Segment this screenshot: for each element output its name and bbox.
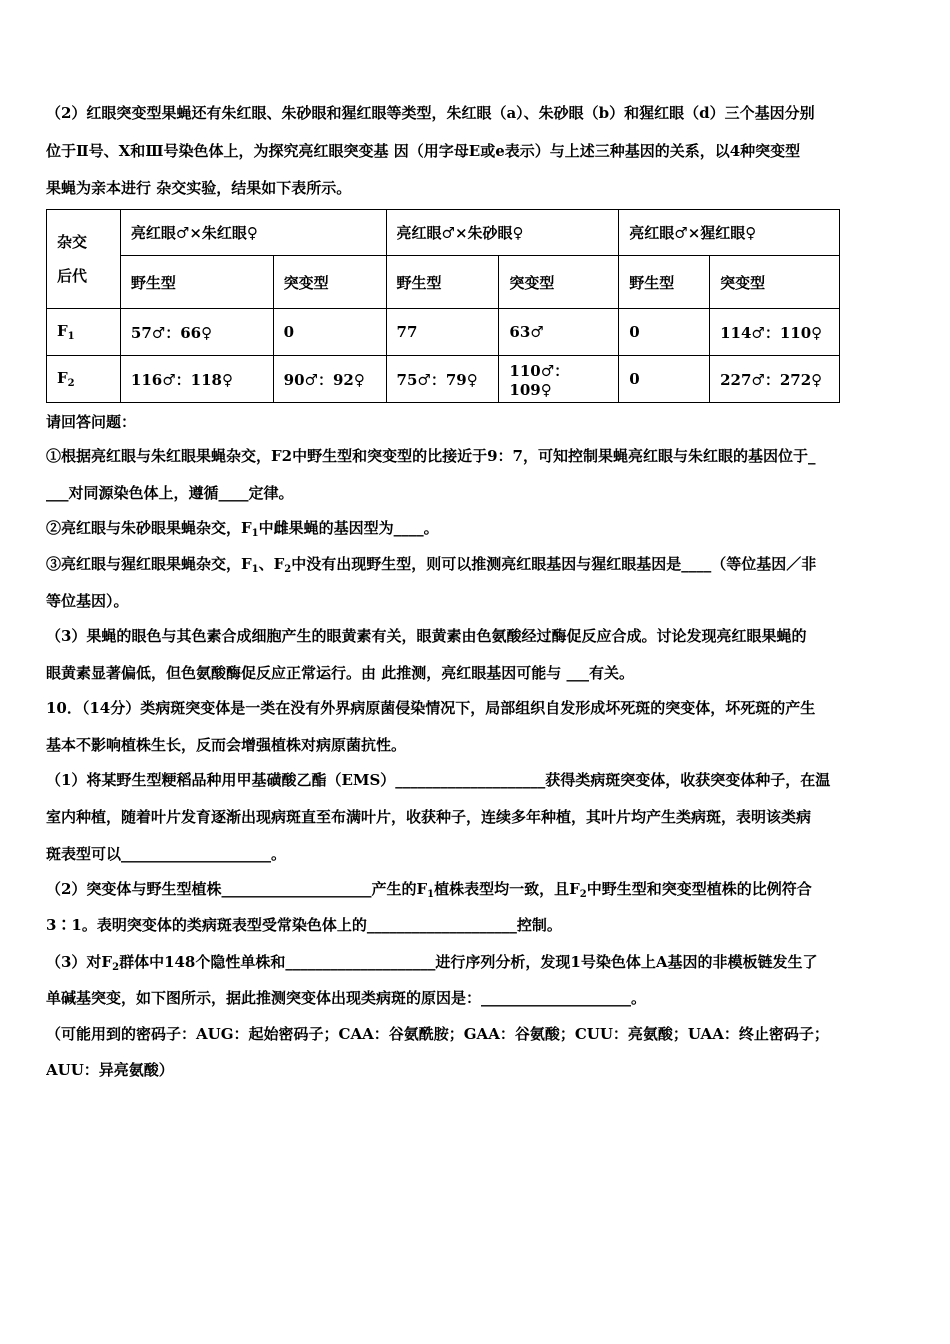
- subheader-cell: 野生型: [120, 256, 273, 309]
- cross-header-2: 亮红眼♂×朱砂眼♀: [386, 210, 619, 256]
- table-cell: 114♂：110♀: [710, 309, 840, 356]
- table-cell: 0: [619, 309, 710, 356]
- table-cell: 0: [273, 309, 386, 356]
- subheader-cell: 突变型: [273, 256, 386, 309]
- row-label-f1: $F_1$: [47, 309, 121, 356]
- codon-list-line1: （可能用到的密码子：AUG：起始密码子；CAA：谷氨酰胺；GAA：谷氨酸；CUU：亮氨酸；UAA：终止密码子；: [46, 1025, 829, 1043]
- question1-line1: ①根据亮红眼与朱红眼果蝇杂交，F2中野生型和突变型的比接近于9：7，可知控制果蝇亮红眼与朱红眼的基因位于_: [46, 447, 816, 465]
- table-corner-cell: [47, 210, 121, 309]
- q10-part1-line1: （1）将某野生型粳稻品种用甲基磺酸乙酯（EMS）____________________获得类病斑突变体，收获突变体种子，在温: [46, 771, 831, 789]
- table-cell: 227♂：272♀: [710, 356, 840, 403]
- q10-intro-line2: 基本不影响植株生长，反而会增强植株对病原菌抗性。: [46, 736, 407, 754]
- table-header-row: [47, 210, 840, 256]
- table-cell: 90♂：92♀: [273, 356, 386, 403]
- question3-line1: ③亮红眼与猩红眼果蝇杂交，$F_1$、$F_2$中没有出现野生型，则可以推测亮红眼基因与猩红眼基因是____（等位基因／非: [46, 555, 817, 575]
- subheader-cell: 突变型: [710, 256, 840, 309]
- part3-line2: 眼黄素显著偏低，但色氨酸酶促反应正常运行。由 此推测，亮红眼基因可能与 ___有关。: [46, 664, 634, 682]
- table-subheader-row: [47, 256, 840, 309]
- q10-part3-line1: （3）对$F_2$群体中148个隐性单株和____________________进行序列分析，发现1号染色体上A基因的非模板链发生了: [46, 953, 818, 973]
- table-cell: 57♂：66♀: [120, 309, 273, 356]
- subheader-cell: 突变型: [499, 256, 619, 309]
- table-cell: 116♂：118♀: [120, 356, 273, 403]
- cross-results-table: [46, 209, 840, 403]
- table-cell: 75♂：79♀: [386, 356, 499, 403]
- q10-intro-line1: 10．（14分）类病斑突变体是一类在没有外界病原菌侵染情况下，局部组织自发形成坏死斑的突变体，坏死斑的产生: [46, 699, 816, 717]
- row-label-f2: $F_2$: [47, 356, 121, 403]
- table-row-f1: [47, 309, 840, 356]
- cross-header-1: 亮红眼♂×朱红眼♀: [120, 210, 386, 256]
- q10-part2-line1: （2）突变体与野生型植株____________________产生的$F_1$植株表型均一致，且$F_2$中野生型和突变型植株的比例符合: [46, 880, 812, 900]
- cross-header-3: 亮红眼♂×猩红眼♀: [619, 210, 840, 256]
- table-cell: 63♂: [499, 309, 619, 356]
- q9-part2-line1: （2）红眼突变型果蝇还有朱红眼、朱砂眼和猩红眼等类型，朱红眼（a）、朱砂眼（b）和猩红眼（d）三个基因分别: [46, 104, 815, 122]
- table-row-f2: [47, 356, 840, 403]
- part3-line1: （3）果蝇的眼色与其色素合成细胞产生的眼黄素有关，眼黄素由色氨酸经过酶促反应合成。讨论发现亮红眼果蝇的: [46, 627, 807, 645]
- subheader-cell: 野生型: [386, 256, 499, 309]
- question2: ②亮红眼与朱砂眼果蝇杂交，$F_1$中雌果蝇的基因型为____。: [46, 519, 439, 539]
- question3-line2: 等位基因）。: [46, 592, 129, 610]
- q10-part1-line2: 室内种植，随着叶片发育逐渐出现病斑直至布满叶片，收获种子，连续多年种植，其叶片均产生类病斑，表明该类病: [46, 808, 812, 826]
- q10-part3-line2: 单碱基突变，如下图所示，据此推测突变体出现类病斑的原因是：____________________。: [46, 989, 647, 1007]
- q10-part2-line2: 3∶1。表明突变体的类病斑表型受常染色体上的____________________控制。: [46, 916, 562, 934]
- table-cell: 77: [386, 309, 499, 356]
- corner-line1: 杂交: [57, 233, 88, 251]
- q9-part2-line2: 位于Ⅱ号、X和Ⅲ号染色体上，为探究亮红眼突变基 因（用字母E或e表示）与上述三种基因的关系，以4种突变型: [46, 142, 801, 160]
- table-cell: 0: [619, 356, 710, 403]
- corner-line2: 后代: [57, 267, 88, 285]
- questions-prompt: 请回答问题：: [46, 413, 137, 431]
- table-cell: 110♂：109♀: [499, 356, 619, 403]
- subheader-cell: 野生型: [619, 256, 710, 309]
- q10-part1-line3: 斑表型可以____________________。: [46, 845, 287, 863]
- q9-part2-line3: 果蝇为亲本进行 杂交实验，结果如下表所示。: [46, 179, 352, 197]
- codon-list-line2: AUU：异亮氨酸）: [46, 1061, 174, 1079]
- question1-line2: ___对同源染色体上，遵循____定律。: [46, 484, 294, 502]
